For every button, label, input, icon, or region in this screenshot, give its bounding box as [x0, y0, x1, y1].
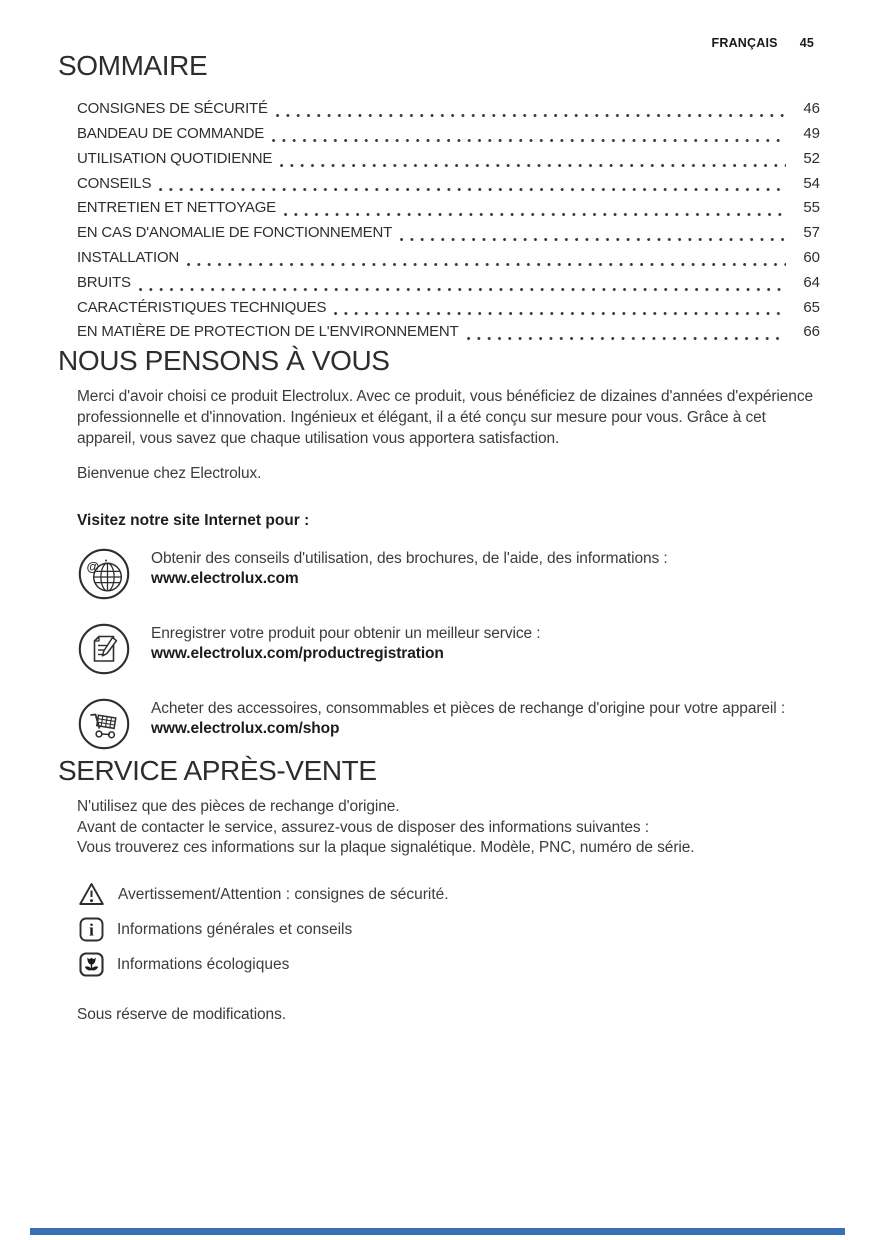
service-line: N'utilisez que des pièces de rechange d'origine. [77, 797, 400, 815]
service-line: Avant de contacter le service, assurez-vous de disposer des informations suivantes : [77, 818, 649, 836]
warning-icon [77, 881, 106, 909]
legend-row-eco [77, 951, 820, 979]
feature-row-shop [77, 697, 820, 755]
feature-text [151, 547, 668, 589]
service-info [77, 797, 820, 859]
feature-description: Acheter des accessoires, consommables et pièces de rechange d'origine pour votre appareil : [151, 699, 786, 717]
toc-item-label: CONSIGNES DE SÉCURITÉ [77, 100, 268, 118]
footer-accent-bar [30, 1228, 845, 1235]
feature-row-registration [77, 622, 820, 680]
feature-url[interactable]: www.electrolux.com [151, 569, 299, 587]
shopping-cart-icon [77, 697, 131, 751]
toc-item[interactable] [77, 196, 820, 221]
intro-paragraph: Merci d'avoir choisi ce produit Electrolux. Avec ce produit, vous bénéficiez de dizaines d'années d'expérience professionnelle et d'innovation. Ingénieux et élégant, il a été conçu sur mesure pour vous. Grâce à cet appareil, vous savez que chaque utilisation vous apportera satisfaction. [77, 388, 813, 447]
toc-item[interactable] [77, 271, 820, 296]
language-label: FRANÇAIS [711, 36, 778, 50]
legend-text: Avertissement/Attention : consignes de sécurité. [118, 885, 449, 903]
svg-text:i: i [88, 920, 94, 940]
toc-item-page: 60 [803, 248, 820, 266]
legend-row-warning [77, 881, 820, 909]
toc-item-label: CONSEILS [77, 174, 152, 192]
legend-text: Informations écologiques [117, 955, 290, 973]
toc-item-page: 49 [803, 124, 820, 142]
toc-item-label: EN MATIÈRE DE PROTECTION DE L'ENVIRONNEMENT [77, 323, 459, 341]
toc-item[interactable] [77, 296, 820, 321]
toc-item-label: CARACTÉRISTIQUES TECHNIQUES [77, 298, 327, 316]
info-icon [77, 916, 105, 944]
toc-item-page: 55 [803, 199, 820, 217]
website-features [77, 547, 820, 755]
feature-url[interactable]: www.electrolux.com/productregistration [151, 644, 444, 662]
toc-item-label: UTILISATION QUOTIDIENNE [77, 149, 273, 167]
dotted-leader [187, 263, 786, 266]
welcome-line: Bienvenue chez Electrolux. [77, 465, 262, 483]
toc-item-label: INSTALLATION [77, 248, 180, 266]
toc-item[interactable] [77, 320, 820, 345]
dotted-leader [334, 312, 786, 315]
toc-item[interactable] [77, 122, 820, 147]
toc-item-label: BRUITS [77, 273, 131, 291]
page-number: 45 [799, 36, 814, 50]
svg-text:@: @ [86, 558, 100, 574]
globe-at-icon [77, 547, 131, 601]
dotted-leader [467, 337, 786, 340]
eco-icon [77, 951, 105, 979]
toc-item-page: 57 [803, 224, 820, 242]
toc-item-page: 46 [803, 100, 820, 118]
toc-item-label: BANDEAU DE COMMANDE [77, 124, 265, 142]
toc-item[interactable] [77, 246, 820, 271]
symbol-legend [77, 881, 820, 979]
toc-title: SOMMAIRE [58, 50, 208, 81]
page-header [58, 36, 820, 50]
toc-item-page: 64 [803, 273, 820, 291]
modification-note: Sous réserve de modifications. [77, 1005, 286, 1023]
toc-item[interactable] [77, 221, 820, 246]
visit-website-heading: Visitez notre site Internet pour : [77, 511, 310, 529]
toc-item-label: ENTRETIEN ET NETTOYAGE [77, 199, 276, 217]
service-title: SERVICE APRÈS-VENTE [58, 754, 377, 786]
product-registration-icon [77, 622, 131, 676]
dotted-leader [276, 114, 786, 117]
toc-item-page: 66 [803, 323, 820, 341]
dotted-leader [159, 188, 786, 191]
service-line: Vous trouverez ces informations sur la plaque signalétique. Modèle, PNC, numéro de série. [77, 839, 695, 857]
feature-text [151, 697, 785, 739]
toc-item[interactable] [77, 172, 820, 197]
legend-row-info [77, 916, 820, 944]
toc-item[interactable] [77, 97, 820, 122]
feature-description: Enregistrer votre produit pour obtenir un meilleur service : [151, 624, 541, 642]
dotted-leader [284, 213, 786, 216]
dotted-leader [400, 238, 786, 241]
dotted-leader [272, 139, 786, 142]
feature-description: Obtenir des conseils d'utilisation, des brochures, de l'aide, des informations : [151, 549, 668, 567]
feature-url[interactable]: www.electrolux.com/shop [151, 719, 340, 737]
toc-item-page: 54 [803, 174, 820, 192]
toc-item-label: EN CAS D'ANOMALIE DE FONCTIONNEMENT [77, 224, 393, 242]
feature-text [151, 622, 540, 664]
dotted-leader [280, 164, 786, 167]
toc-item[interactable] [77, 147, 820, 172]
we-think-title: NOUS PENSONS À VOUS [58, 345, 390, 377]
feature-row-advice [77, 547, 820, 605]
toc-item-page: 65 [803, 298, 820, 316]
dotted-leader [139, 288, 786, 291]
toc-list [77, 97, 820, 345]
legend-text: Informations générales et conseils [117, 920, 353, 938]
toc-item-page: 52 [803, 149, 820, 167]
